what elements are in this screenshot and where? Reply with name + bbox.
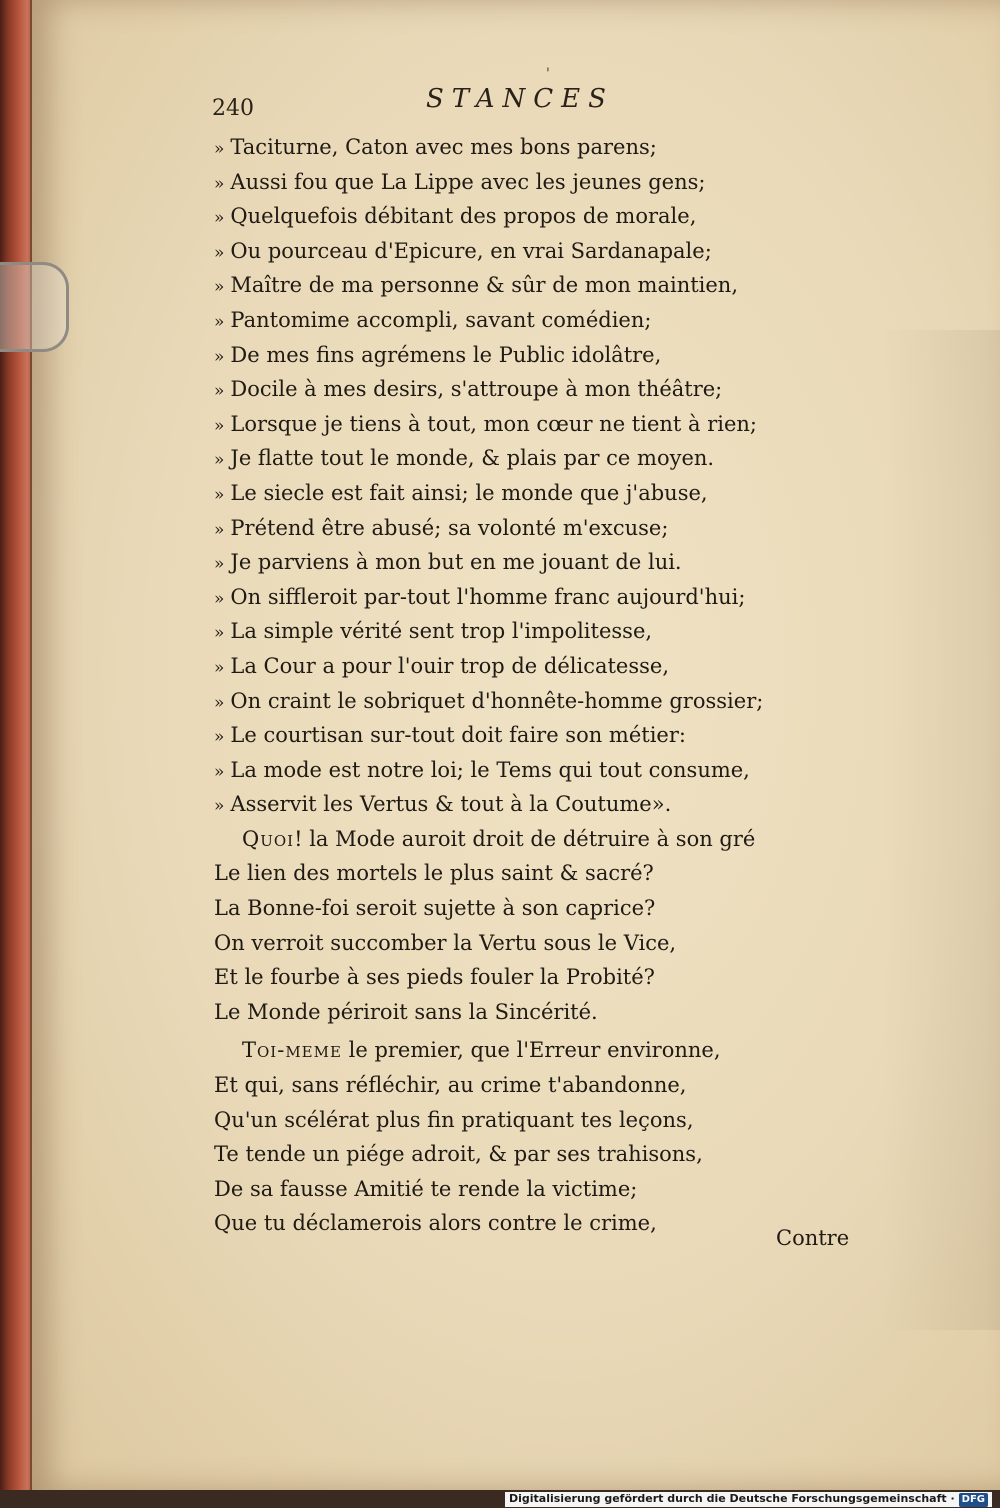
- verse-line: » La mode est notre loi; le Tems qui tout consume,: [214, 757, 750, 782]
- page-number: 240: [212, 96, 254, 121]
- verse-line: Te tende un piége adroit, & par ses trahisons,: [214, 1142, 703, 1167]
- quote-mark: »: [214, 208, 225, 229]
- verse-line: » La simple vérité sent trop l'impolitesse,: [214, 619, 653, 644]
- verse-line: » On siffleroit par-tout l'homme franc aujourd'hui;: [214, 584, 746, 609]
- poem-text: [214, 130, 874, 1241]
- verse-line: » Aussi fou que La Lippe avec les jeunes gens;: [214, 169, 706, 194]
- stanza-first-line: Quoi! la Mode auroit droit de détruire à son gré: [242, 826, 756, 851]
- page-clip: [0, 262, 69, 352]
- verse-line: » De mes fins agrémens le Public idolâtre,: [214, 342, 662, 367]
- verse-line: Et le fourbe à ses pieds fouler la Probité?: [214, 965, 655, 990]
- quote-mark: »: [214, 381, 225, 402]
- quote-mark: »: [214, 277, 225, 298]
- verse-line: » On craint le sobriquet d'honnête-homme grossier;: [214, 688, 764, 713]
- verse-line: » Pantomime accompli, savant comédien;: [214, 307, 652, 332]
- verse-line: » Le courtisan sur-tout doit faire son métier:: [214, 723, 686, 748]
- quote-mark: »: [214, 761, 225, 782]
- digitization-credit: [505, 1492, 992, 1507]
- verse-line: » Maître de ma personne & sûr de mon maintien,: [214, 273, 739, 298]
- quote-mark: »: [214, 415, 225, 436]
- verse-line: La Bonne-foi seroit sujette à son caprice?: [214, 896, 656, 921]
- verse-line: » Docile à mes desirs, s'attroupe à mon théâtre;: [214, 377, 723, 402]
- quote-mark: »: [214, 173, 225, 194]
- quote-mark: »: [214, 623, 225, 644]
- verse-line: Le Monde périroit sans la Sincérité.: [214, 999, 598, 1024]
- verse-line: » Je parviens à mon but en me jouant de lui.: [214, 550, 682, 575]
- quote-mark: »: [214, 588, 225, 609]
- verse-line: De sa fausse Amitié te rende la victime;: [214, 1176, 638, 1201]
- verse-line: » Taciturne, Caton avec mes bons parens;: [214, 135, 657, 159]
- quote-mark: »: [214, 692, 225, 713]
- running-title: STANCES: [426, 84, 614, 114]
- quote-mark: »: [214, 311, 225, 332]
- verse-line: » Quelquefois débitant des propos de morale,: [214, 204, 697, 229]
- quote-mark: »: [214, 450, 225, 471]
- verse-line: Le lien des mortels le plus saint & sacré?: [214, 861, 654, 886]
- quote-mark: »: [214, 242, 225, 263]
- quote-mark: »: [214, 346, 225, 367]
- verse-line: » Je flatte tout le monde, & plais par ce moyen.: [214, 446, 715, 471]
- quote-mark: »: [214, 554, 225, 575]
- quote-mark: »: [214, 796, 225, 817]
- quote-mark: »: [214, 519, 225, 540]
- dfg-logo: DFG: [959, 1493, 988, 1507]
- catchword: Contre: [776, 1226, 850, 1250]
- header-mark: ': [546, 66, 550, 82]
- verse-line: Et qui, sans réfléchir, au crime t'abandonne,: [214, 1073, 687, 1098]
- quote-mark: »: [214, 139, 225, 159]
- verse-line: » Lorsque je tiens à tout, mon cœur ne tient à rien;: [214, 411, 757, 436]
- verse-line: Que tu déclamerois alors contre le crime,: [214, 1211, 657, 1236]
- credit-text: Digitalisierung gefördert durch die Deutsche Forschungsgemeinschaft ·: [508, 1492, 955, 1505]
- verse-line: » Asservit les Vertus & tout à la Coutume».: [214, 792, 672, 817]
- stanza-first-line: Toi-meme le premier, que l'Erreur environne,: [242, 1038, 721, 1063]
- verse-line: Qu'un scélérat plus fin pratiquant tes leçons,: [214, 1107, 694, 1132]
- verse-line: » Prétend être abusé; sa volonté m'excuse;: [214, 515, 669, 540]
- quote-mark: »: [214, 484, 225, 505]
- verse-line: » Le siecle est fait ainsi; le monde que j'abuse,: [214, 480, 708, 505]
- show-through: [882, 330, 1000, 1330]
- verse-line: On verroit succomber la Vertu sous le Vice,: [214, 930, 677, 955]
- quote-mark: »: [214, 727, 225, 748]
- verse-line: » Ou pourceau d'Epicure, en vrai Sardanapale;: [214, 238, 712, 263]
- quote-mark: »: [214, 657, 225, 678]
- verse-line: » La Cour a pour l'ouir trop de délicatesse,: [214, 653, 669, 678]
